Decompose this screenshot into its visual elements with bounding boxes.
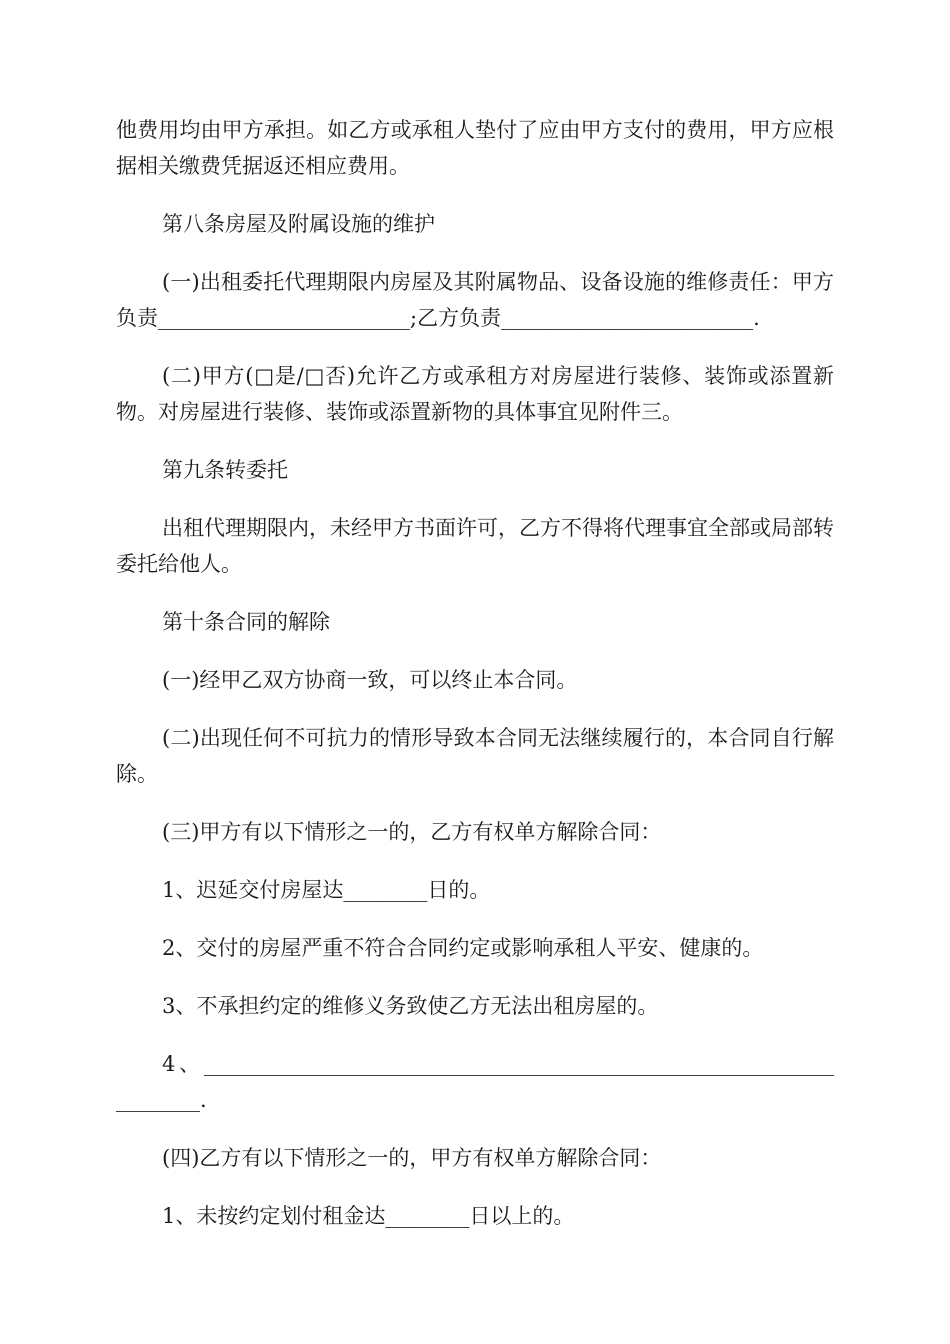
paragraph-fee-refund: 他费用均由甲方承担。如乙方或承租人垫付了应由甲方支付的费用，甲方应根据相关缴费凭据返还相应费用。	[116, 118, 834, 178]
document-body	[116, 112, 834, 1256]
list-item-a-4: 4、____________________________________________________________________.	[116, 1052, 834, 1112]
article-8-heading: 第八条房屋及附属设施的维护	[162, 212, 435, 236]
paragraph-10-1-mutual: (一)经甲乙双方协商一致，可以终止本合同。	[162, 668, 578, 692]
paragraph-9-subdelegation: 出租代理期限内，未经甲方书面许可，乙方不得将代理事宜全部或局部转委托给他人。	[116, 516, 834, 576]
list-item-a-1: 1、迟延交付房屋达________日的。	[162, 878, 491, 902]
paragraph-8-2-renovation: (二)甲方(□是/□否)允许乙方或承租方对房屋进行装修、装饰或添置新物。对房屋进行装修、装饰或添置新物的具体事宜见附件三。	[116, 364, 834, 424]
paragraph-8-1-maintenance: (一)出租委托代理期限内房屋及其附属物品、设备设施的维修责任：甲方负责________________________;乙方负责________________________.	[116, 270, 834, 330]
article-9-heading: 第九条转委托	[162, 458, 288, 482]
list-item-b-1: 1、未按约定划付租金达________日以上的。	[162, 1204, 575, 1228]
list-item-a-3: 3、不承担约定的维修义务致使乙方无法出租房屋的。	[162, 994, 659, 1018]
list-item-a-2: 2、交付的房屋严重不符合合同约定或影响承租人平安、健康的。	[162, 936, 764, 960]
paragraph-10-2-force-majeure: (二)出现任何不可抗力的情形导致本合同无法继续履行的，本合同自行解除。	[116, 726, 834, 786]
paragraph-10-3-party-a: (三)甲方有以下情形之一的，乙方有权单方解除合同：	[162, 820, 662, 844]
article-10-heading: 第十条合同的解除	[162, 610, 330, 634]
paragraph-10-4-party-b: (四)乙方有以下情形之一的，甲方有权单方解除合同：	[162, 1146, 662, 1170]
